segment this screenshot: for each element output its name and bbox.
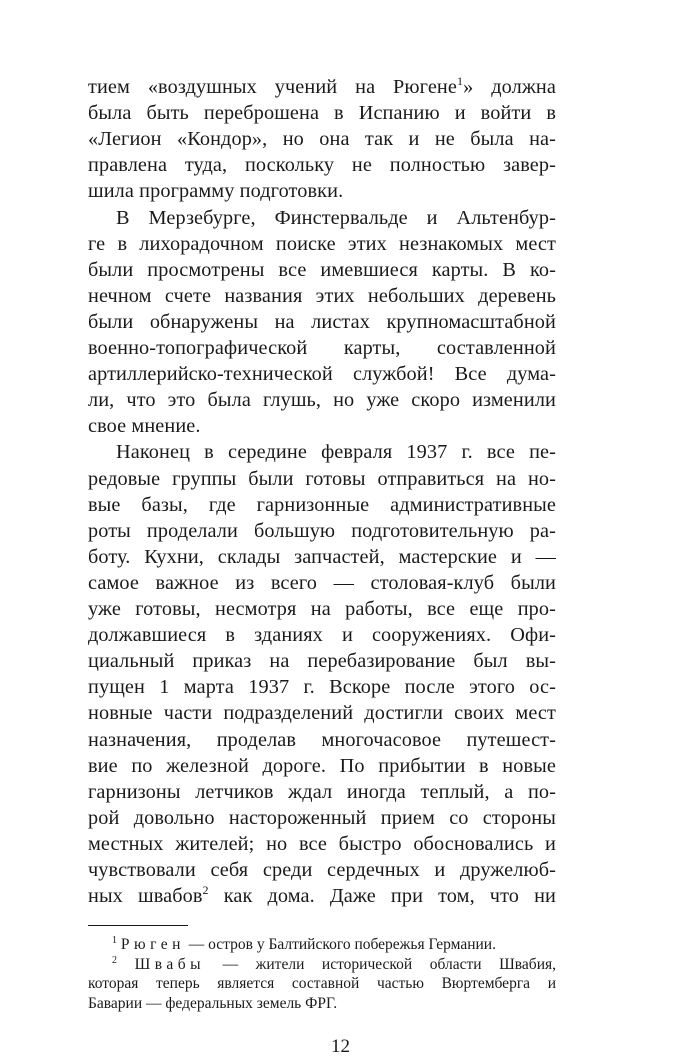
text-line: местных жителей; но все быстро обосновались и xyxy=(88,832,556,855)
text-line: были просмотрены все имевшиеся карты. В ко- xyxy=(88,258,556,281)
text-segment: как дома. Даже при том, что ни xyxy=(208,885,556,908)
footnote-2-line: которая теперь является составной частью Вюртемберга и xyxy=(88,975,556,993)
text-line: «Легион «Кондор», но она так и не была на- xyxy=(88,128,556,151)
text-line: была быть переброшена в Испанию и войти в xyxy=(88,102,556,125)
text-line: чувствовали себя среди сердечных и дружелюб- xyxy=(88,859,556,881)
text-line: были обнаружены на листах крупномасштабной xyxy=(88,310,556,333)
footnote-text: — жители исторической области Швабия, xyxy=(205,955,556,973)
text-line: должавшиеся в зданиях и сооружениях. Офи- xyxy=(88,624,556,647)
footnote-2 xyxy=(88,955,556,975)
footnote-rule xyxy=(88,925,188,926)
text-line: военно-топографической карты, составленной xyxy=(88,337,556,359)
text-line: вие по железной дороге. По прибытии в новые xyxy=(88,754,556,777)
text-line: правлена туда, поскольку не полностью завер- xyxy=(88,154,556,177)
text-segment: ных швабов xyxy=(88,885,203,908)
text-line: самое важное из всего — столовая-клуб были xyxy=(88,571,556,594)
text-segment: » должна xyxy=(463,76,556,98)
page-number: 12 xyxy=(331,1036,350,1058)
text-line: вые базы, где гарнизонные административные xyxy=(88,493,556,516)
text-line: редовые группы были готовы отправиться на но- xyxy=(88,467,556,490)
footnote-1 xyxy=(88,935,556,955)
text-line: назначения, проделав многочасовое путешест- xyxy=(88,728,556,751)
text-line: ли, что это была глушь, но уже скоро изменили xyxy=(88,389,556,412)
text-line xyxy=(88,883,556,910)
text-line: новные части подразделений достигли своих мест xyxy=(88,702,556,725)
footnote-term: Швабы xyxy=(134,955,206,973)
text-line: уже готовы, несмотря на работы, все еще про- xyxy=(88,598,556,620)
text-line: Наконец в середине февраля 1937 г. все пе- xyxy=(116,441,556,464)
footnote-reference: 2 xyxy=(202,883,209,898)
text-line: шила программу подготовки. xyxy=(88,180,344,203)
footnote-marker: 2 xyxy=(112,954,117,966)
text-line: В Мерзебурге, Финстервальде и Альтенбур- xyxy=(116,206,556,229)
footnote-text: — остров у Балтийского побережья Германии. xyxy=(184,936,496,954)
text-line xyxy=(88,74,556,101)
text-segment: тием «воздушных учений на Рюгене xyxy=(88,76,457,98)
text-line: боту. Кухни, склады запчастей, мастерские и — xyxy=(88,545,556,568)
footnote-2-line: Баварии — федеральных земель ФРГ. xyxy=(88,994,338,1012)
text-line: нечном счете названия этих небольших деревень xyxy=(88,284,556,307)
text-line: рой довольно настороженный прием со стороны xyxy=(88,806,556,829)
text-line: артиллерийско-технической службой! Все дума- xyxy=(88,363,556,386)
footnote-reference: 1 xyxy=(456,74,464,89)
text-line: свое мнение. xyxy=(88,415,201,438)
footnote-marker: 1 xyxy=(112,934,117,946)
text-line: гарнизоны летчиков ждал иногда теплый, а по- xyxy=(88,780,556,803)
text-line: циальный приказ на перебазирование был вы- xyxy=(88,650,556,673)
text-line: роты проделали большую подготовительную ра- xyxy=(88,519,556,542)
footnote-term: Рюген xyxy=(120,936,185,954)
text-line: пущен 1 марта 1937 г. Вскоре после этого ос- xyxy=(88,676,556,699)
text-line: ге в лихорадочном поиске этих незнакомых мест xyxy=(88,232,556,255)
